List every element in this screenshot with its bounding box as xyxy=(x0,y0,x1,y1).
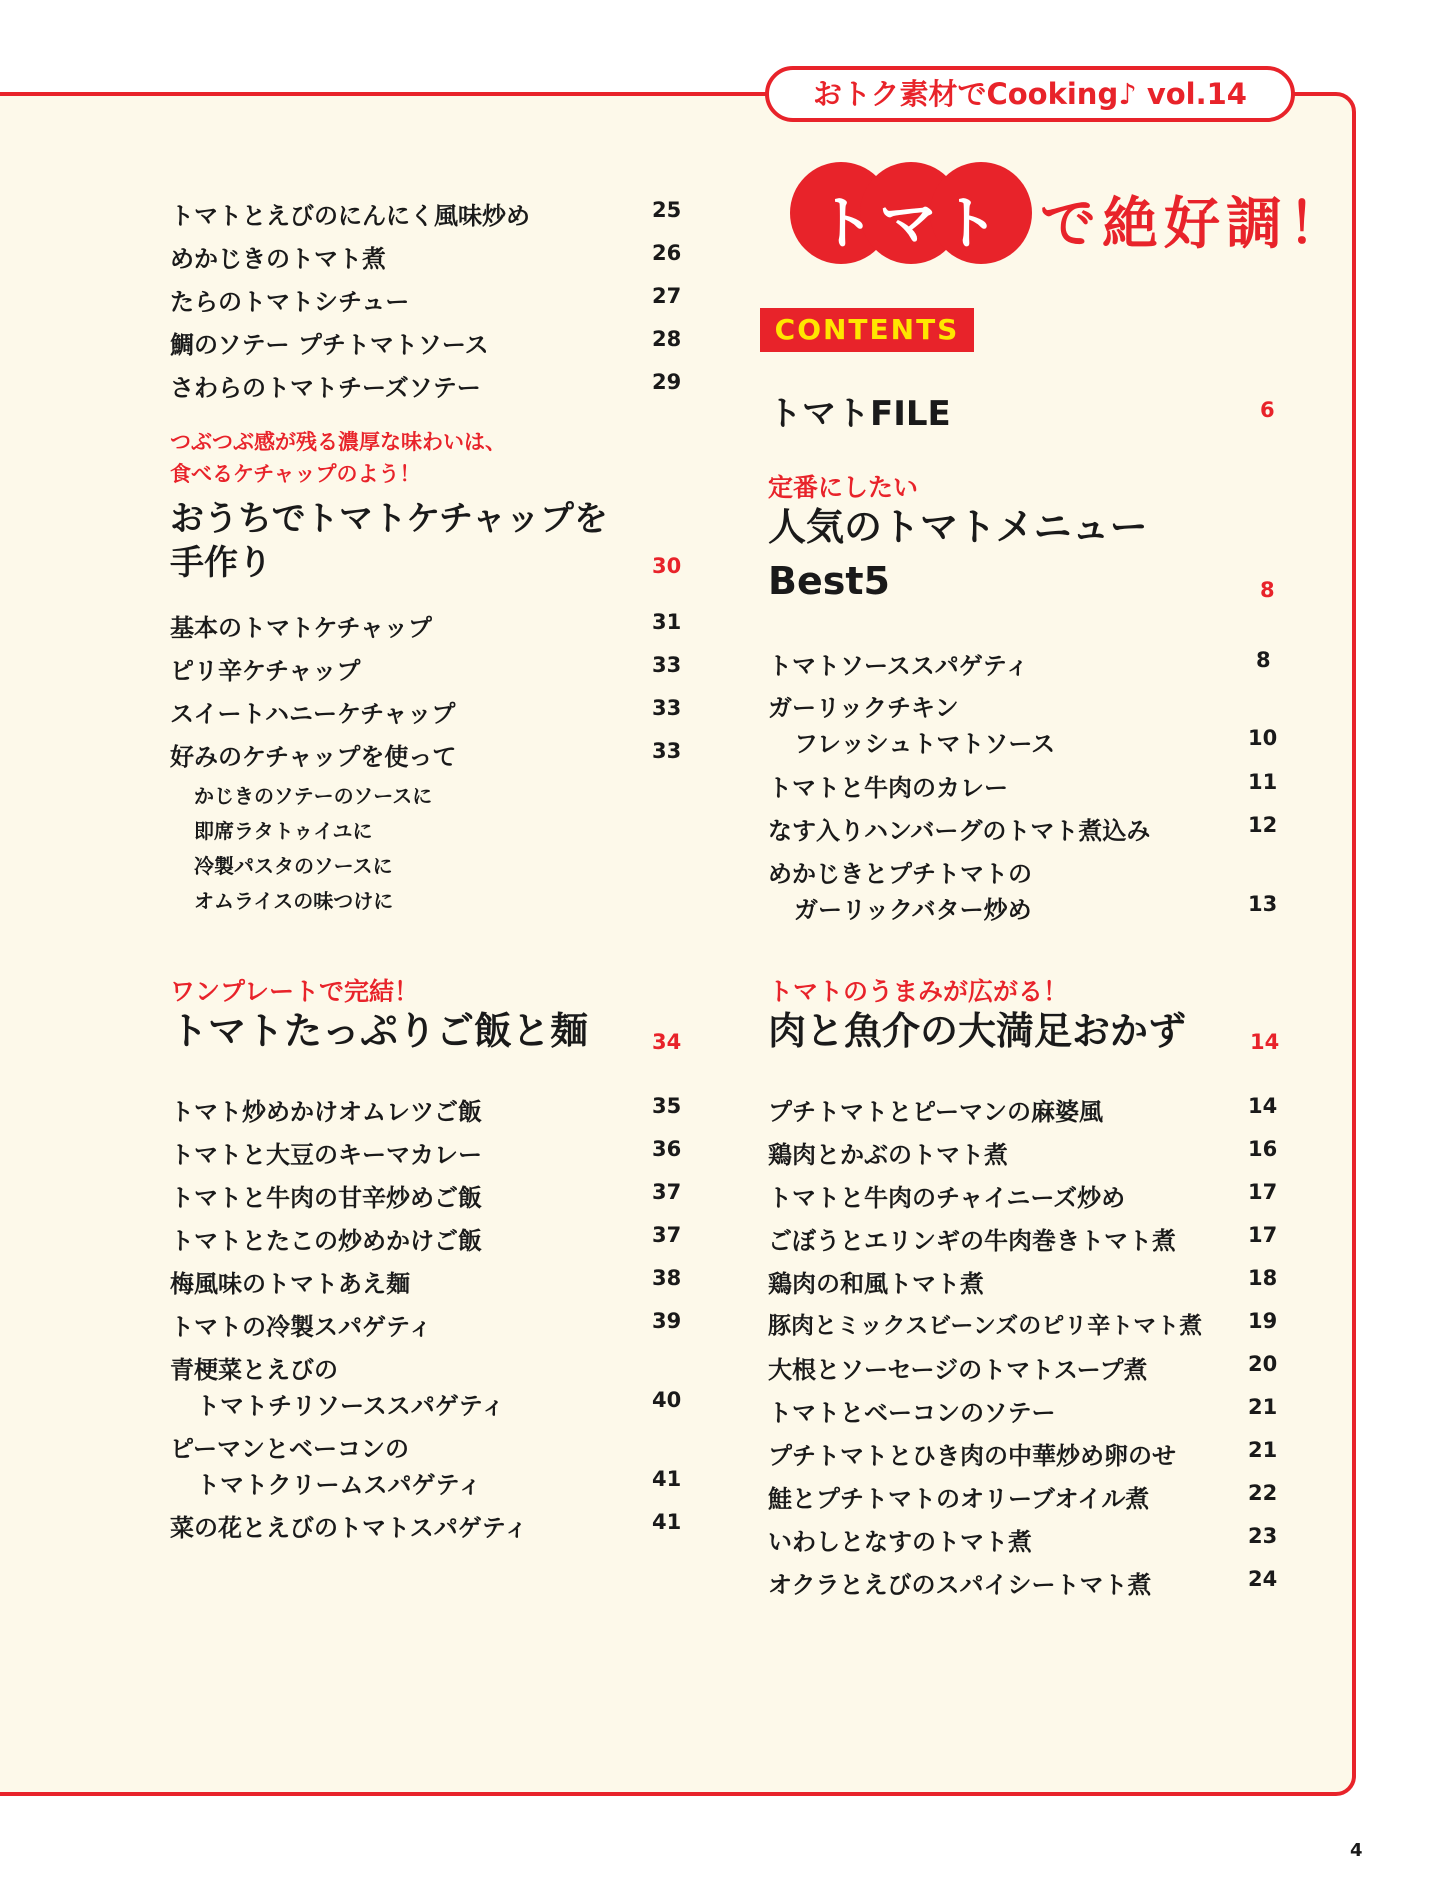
toc-subentry[interactable]: オムライスの味つけに xyxy=(194,889,394,913)
series-badge: おトク素材でCooking♪ vol.14 xyxy=(765,66,1295,122)
toc-entry[interactable]: トマトとベーコンのソテー 21 xyxy=(768,1395,1278,1427)
toc-entry-file[interactable] xyxy=(768,386,951,435)
toc-entry[interactable]: めかじきのトマト煮 26 xyxy=(170,241,682,273)
toc-entry[interactable]: トマトと大豆のキーマカレー 36 xyxy=(170,1137,682,1169)
toc-entry[interactable]: ごぼうとエリンギの牛肉巻きトマト煮 17 xyxy=(768,1223,1278,1255)
section-eyebrow: トマトのうまみが広がる！ xyxy=(768,977,1069,1006)
toc-entry[interactable]: スイートハニーケチャップ 33 xyxy=(170,696,682,728)
toc-entry[interactable]: なす入りハンバーグのトマト煮込み 12 xyxy=(768,813,1278,845)
toc-entry[interactable]: 鶏肉とかぶのトマト煮 16 xyxy=(768,1137,1278,1169)
toc-entry[interactable]: プチトマトとピーマンの麻婆風 14 xyxy=(768,1094,1278,1126)
toc-entry[interactable]: 鶏肉の和風トマト煮 18 xyxy=(768,1266,1278,1298)
page-title xyxy=(790,162,1350,262)
toc-entry[interactable]: さわらのトマトチーズソテー 29 xyxy=(170,370,682,402)
toc-entry[interactable]: めかじきとプチトマトの xyxy=(768,860,1032,888)
toc-entry[interactable]: いわしとなすのトマト煮 23 xyxy=(768,1524,1278,1556)
toc-subentry[interactable]: 冷製パスタのソースに xyxy=(194,854,393,878)
contents-label: CONTENTS xyxy=(760,308,974,352)
toc-entry[interactable]: トマトとたこの炒めかけご飯 37 xyxy=(170,1223,682,1255)
toc-entry[interactable]: トマトソーススパゲティ 8 xyxy=(768,648,1271,680)
toc-entry[interactable]: 豚肉とミックスビーンズのピリ辛トマト煮 19 xyxy=(768,1309,1278,1339)
toc-entry[interactable]: たらのトマトシチュー 27 xyxy=(170,284,682,316)
section-eyebrow: 定番にしたい xyxy=(768,473,919,502)
toc-entry[interactable]: オクラとえびのスパイシートマト煮 24 xyxy=(768,1567,1278,1599)
section-page: 34 xyxy=(652,1030,682,1054)
section-eyebrow: ワンプレートで完結！ xyxy=(170,977,420,1006)
section-title: 手作り xyxy=(170,543,272,583)
toc-entry[interactable]: トマトの冷製スパゲティ 39 xyxy=(170,1309,682,1341)
toc-entry[interactable]: 青梗菜とえびの xyxy=(170,1356,338,1384)
section-title: おうちでトマトケチャップを xyxy=(170,499,608,539)
toc-entry[interactable]: トマトと牛肉のカレー 11 xyxy=(768,770,1278,802)
section-page: 14 xyxy=(1250,1030,1280,1054)
toc-entry[interactable]: 鮭とプチトマトのオリーブオイル煮 22 xyxy=(768,1481,1278,1513)
toc-entry[interactable]: トマトチリソーススパゲティ 40 xyxy=(196,1388,682,1420)
toc-entry[interactable]: 鯛のソテー プチトマトソース 28 xyxy=(170,327,682,359)
section-page: 30 xyxy=(652,554,682,578)
toc-subentry[interactable]: 即席ラタトゥイユに xyxy=(194,819,373,843)
section-title: Best5 xyxy=(768,559,890,603)
toc-entry[interactable]: トマト炒めかけオムレツご飯 35 xyxy=(170,1094,682,1126)
page-number: 4 xyxy=(1350,1840,1363,1861)
toc-entry[interactable]: 好みのケチャップを使って 33 xyxy=(170,739,682,771)
section-eyebrow: つぶつぶ感が残る濃厚な味わいは、 xyxy=(170,430,506,454)
toc-entry[interactable]: ガーリックチキン xyxy=(768,694,959,722)
toc-entry[interactable]: 菜の花とえびのトマトスパゲティ 41 xyxy=(170,1510,682,1542)
section-title: 人気のトマトメニュー xyxy=(768,505,1148,549)
toc-entry[interactable]: プチトマトとひき肉の中華炒め卵のせ 21 xyxy=(768,1438,1278,1470)
section-title: トマトたっぷりご飯と麺 xyxy=(170,1009,589,1053)
section-eyebrow: 食べるケチャップのよう！ xyxy=(170,462,421,486)
toc-entry[interactable]: トマトと牛肉のチャイニーズ炒め 17 xyxy=(768,1180,1278,1212)
toc-entry[interactable]: トマトクリームスパゲティ 41 xyxy=(196,1467,682,1499)
title-highlight: トマト xyxy=(816,189,1003,257)
toc-entry[interactable]: ガーリックバター炒め 13 xyxy=(794,892,1278,924)
toc-entry[interactable]: トマトと牛肉の甘辛炒めご飯 37 xyxy=(170,1180,682,1212)
section-page: 8 xyxy=(1260,578,1275,602)
title-rest: で絶好調！ xyxy=(1040,192,1350,257)
toc-entry[interactable]: フレッシュトマトソース 10 xyxy=(794,726,1278,758)
toc-entry-page: 6 xyxy=(1260,398,1275,422)
toc-entry[interactable]: ピーマンとベーコンの xyxy=(170,1435,410,1463)
toc-entry[interactable]: トマトとえびのにんにく風味炒め 25 xyxy=(170,198,682,230)
toc-entry-label: トマトFILE xyxy=(768,394,951,434)
section-title: 肉と魚介の大満足おかず xyxy=(768,1009,1187,1053)
toc-subentry[interactable]: かじきのソテーのソースに xyxy=(194,784,433,808)
toc-entry[interactable]: 基本のトマトケチャップ 31 xyxy=(170,610,682,642)
toc-entry[interactable]: 梅風味のトマトあえ麺 38 xyxy=(170,1266,682,1298)
toc-entry[interactable]: ピリ辛ケチャップ 33 xyxy=(170,653,682,685)
toc-entry[interactable]: 大根とソーセージのトマトスープ煮 20 xyxy=(768,1352,1278,1384)
